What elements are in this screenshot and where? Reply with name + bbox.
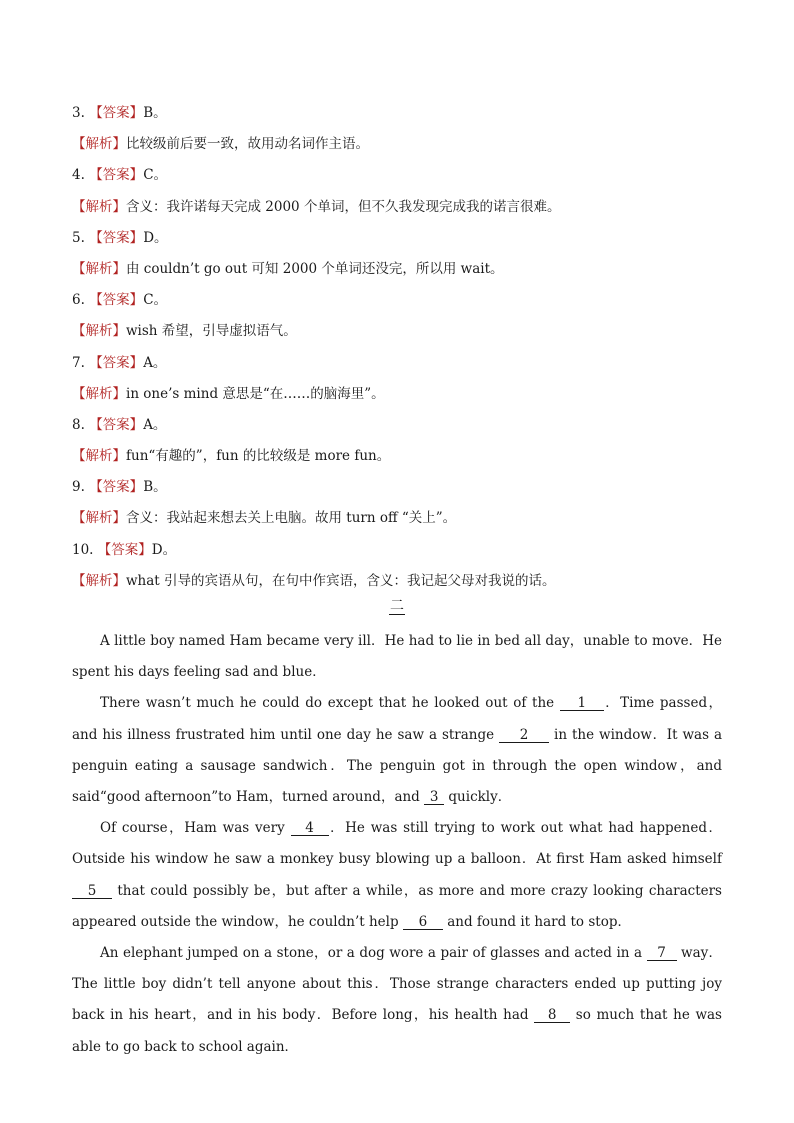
answer-line-3: [72, 98, 732, 129]
question-number: 4.: [72, 167, 85, 184]
passage-text: ．He was still trying to work out what had happened．Outside his window he saw a monkey busy blowing up a balloon．At first Ham asked himself: [72, 820, 722, 868]
analysis-line-5: [72, 254, 732, 285]
passage-text: ．Time passed，and his illness frustrated him until one day he saw a strange: [72, 695, 722, 743]
analysis-text: 由 couldn’t go out 可知 2000 个单词还没完，所以用 wait。: [126, 260, 504, 277]
cloze-blank-5: 5: [72, 884, 112, 899]
question-number: 5.: [72, 229, 85, 246]
analysis-text: 比较级前后要一致，故用动名词作主语。: [126, 136, 369, 153]
analysis-label: 【解析】: [72, 136, 126, 153]
answer-line-7: [72, 348, 732, 379]
answer-label: 【答案】: [89, 167, 144, 184]
passage-paragraph-1: A little boy named Ham became very ill．He had to lie in bed all day，unable to move．He spent his days feeling sad and blue．: [72, 633, 722, 681]
analysis-text: 含义：我站起来想去关上电脑。故用 turn off “关上”。: [126, 510, 457, 527]
analysis-label: 【解析】: [72, 448, 126, 465]
analysis-line-9: [72, 503, 732, 534]
question-number: 8.: [72, 416, 85, 433]
answer-line-4: [72, 160, 732, 191]
cloze-blank-7: 7: [647, 946, 677, 961]
answer-value: D。: [143, 229, 168, 246]
question-number: 7.: [72, 354, 85, 371]
analysis-text: fun“有趣的”，fun 的比较级是 more fun。: [126, 448, 391, 465]
passage-paragraph-2: [72, 688, 722, 813]
answer-value: A。: [143, 354, 167, 371]
analysis-label: 【解析】: [72, 385, 126, 402]
question-number: 9.: [72, 479, 85, 496]
analysis-line-10: [72, 566, 732, 597]
cloze-blank-2: 2: [499, 728, 549, 743]
analysis-label: 【解析】: [72, 510, 126, 527]
answer-label: 【答案】: [89, 354, 144, 371]
cloze-blank-8: 8: [534, 1008, 570, 1023]
passage-text: way．The little boy didn’t tell anyone about this．Those strange characters ended up putting joy back in his heart，and in his body．Before long，his health had: [72, 945, 722, 1024]
question-number: 3.: [72, 105, 85, 121]
passage-text: quickly．: [444, 789, 512, 806]
answer-label: 【答案】: [89, 479, 144, 496]
answer-value: A。: [143, 416, 167, 433]
analysis-line-7: [72, 379, 732, 410]
passage-paragraph-3: [72, 813, 722, 938]
passage-text: Of course，Ham was very: [100, 820, 291, 837]
cloze-blank-6: 6: [403, 915, 443, 930]
analysis-text: in one’s mind 意思是“在……的脑海里”。: [126, 385, 385, 402]
answer-value: D。: [151, 541, 177, 558]
answer-label: 【答案】: [89, 105, 144, 121]
cloze-blank-4: 4: [291, 821, 329, 836]
answer-label: 【答案】: [89, 292, 144, 309]
section-marker: 二: [390, 598, 404, 614]
passage-text: and found it hard to stop．: [442, 913, 631, 930]
answer-line-9: [72, 472, 732, 503]
answer-list: [72, 98, 732, 597]
analysis-label: 【解析】: [72, 572, 126, 589]
analysis-text: wish 希望，引导虚拟语气。: [126, 323, 297, 340]
passage-paragraph-4: [72, 938, 722, 1063]
passage-text: so much that he was able to go back to school again．: [72, 1007, 722, 1055]
cloze-passage: [72, 626, 722, 1063]
analysis-line-4: [72, 192, 732, 223]
answer-value: C。: [143, 167, 168, 184]
answer-value: C。: [143, 292, 168, 309]
answer-label: 【答案】: [89, 229, 144, 246]
analysis-line-8: [72, 441, 732, 472]
passage-text: There wasn’t much he could do except that he looked out of the: [100, 695, 560, 712]
passage-text: in the window．It was a penguin eating a sausage sandwich．The penguin got in through the open window，and said“good afternoon”to Ham，turned around，and: [72, 726, 722, 806]
passage-text: An elephant jumped on a stone，or a dog wore a pair of glasses and acted in a: [100, 945, 647, 962]
answer-line-8: [72, 410, 732, 441]
analysis-label: 【解析】: [72, 323, 126, 340]
answer-value: B。: [143, 105, 167, 121]
cloze-blank-1: 1: [560, 696, 604, 711]
answer-line-6: [72, 285, 732, 316]
answer-line-10: [72, 535, 732, 566]
passage-text: that could possibly be，but after a while，as more and more crazy looking characters appeared outside the window，he couldn’t help: [72, 882, 722, 930]
answer-label: 【答案】: [89, 416, 144, 433]
analysis-text: 含义：我许诺每天完成 2000 个单词，但不久我发现完成我的诺言很难。: [126, 198, 561, 215]
analysis-label: 【解析】: [72, 198, 126, 215]
question-number: 10.: [72, 541, 94, 558]
analysis-line-3: [72, 129, 732, 160]
answer-label: 【答案】: [97, 541, 152, 558]
answer-value: B。: [143, 479, 167, 496]
analysis-label: 【解析】: [72, 260, 126, 277]
section-divider: [0, 598, 794, 615]
analysis-text: what 引导的宾语从句，在句中作宾语，含义：我记起父母对我说的话。: [126, 572, 556, 589]
question-number: 6.: [72, 292, 85, 309]
cloze-blank-3: 3: [424, 790, 444, 805]
answer-line-5: [72, 223, 732, 254]
analysis-line-6: [72, 316, 732, 347]
